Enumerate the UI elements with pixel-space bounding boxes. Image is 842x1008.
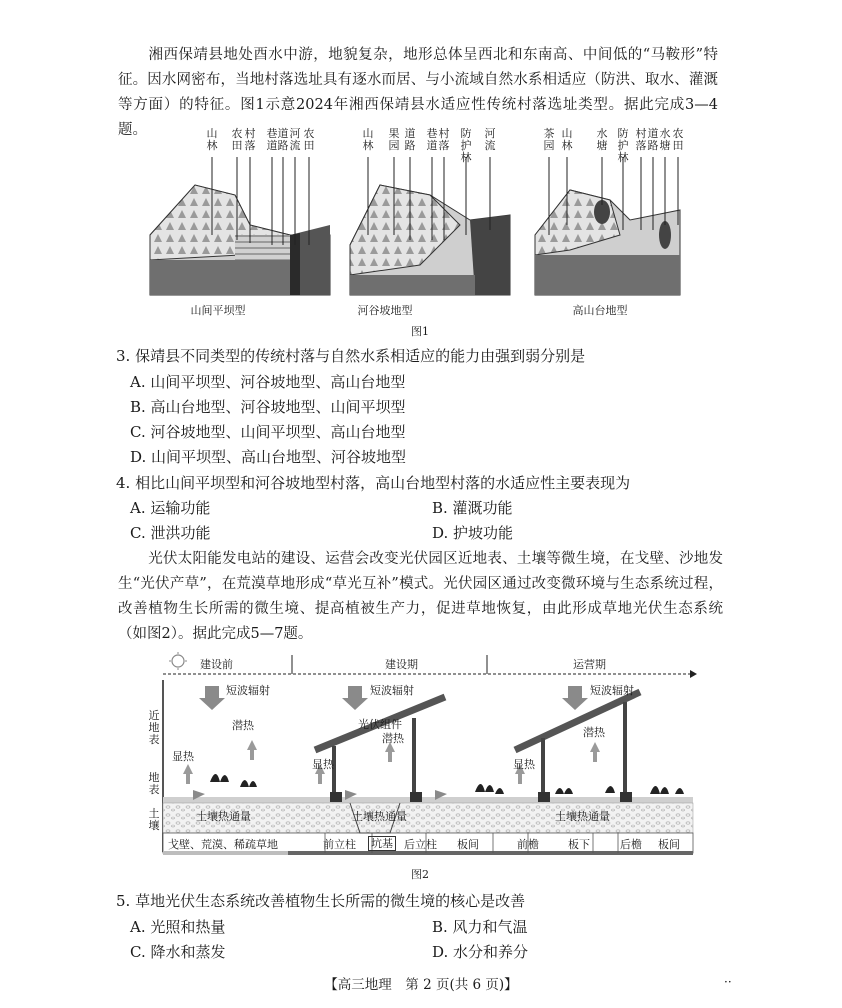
sun-icon — [169, 652, 187, 670]
intro-text: 湘西保靖县地处酉水中游，地貌复杂，地形总体呈西北和东南高、中间低的“马鞍形”特征。因水网密布，当地村落选址具有逐水而居、与小流域自然水系相适应（防洪、取水、灌溉等方面）的特征。图1示意2024年湘西保靖县水适应性传统村落选址类型。据此完成3—4题。 — [118, 47, 718, 138]
fig1-label: 村落 — [438, 127, 450, 152]
q3-option-c[interactable]: C. 河谷坡地型、山间平坝型、高山台地型 — [130, 423, 406, 441]
fig1-label: 道路 — [404, 127, 416, 152]
fig2-axis-surface: 地表 — [148, 771, 160, 796]
fig1-label: 河流 — [484, 127, 496, 152]
fig1-label: 山林 — [561, 127, 573, 152]
fig1-label: 村落 — [244, 127, 256, 152]
fig1-label: 水塘 — [596, 127, 608, 152]
fig2-soil-flux-before: 土壤热通量 — [196, 810, 251, 823]
fig1-panel3-name: 高山台地型 — [572, 304, 628, 317]
fig2-bottom-desert: 戈壁、荒漠、稀疏草地 — [168, 838, 278, 851]
q3-option-b[interactable]: B. 高山台地型、河谷坡地型、山间平坝型 — [130, 398, 406, 416]
fig1-label: 村落 — [635, 127, 647, 152]
fig2-soil-flux-operation: 土壤热通量 — [555, 810, 610, 823]
page-footer: 【高三地理 第 2 页(共 6 页)】 — [324, 977, 518, 993]
q5-option-c[interactable]: C. 降水和蒸发 — [130, 943, 226, 961]
fig2-pv-module: 光伏组件 — [358, 718, 402, 731]
fig1-label: 巷道 — [266, 127, 278, 152]
fig2-phase-before: 建设前 — [200, 658, 233, 671]
fig2-sensible-construction: 显热 — [312, 758, 334, 771]
fig2-soil-flux-construction: 土壤热通量 — [352, 810, 407, 823]
fig2-bottom-front-eave: 前檐 — [517, 838, 539, 851]
fig2-caption: 图2 — [411, 868, 429, 881]
shortwave-arrow-operation — [562, 686, 588, 710]
fig1-label: 农田 — [231, 127, 243, 152]
fig1-panel2-name: 河谷坡地型 — [357, 304, 413, 317]
fig1-label: 防护林 — [617, 127, 629, 164]
corner-mark: ·· — [724, 975, 732, 989]
intro2-paragraph — [118, 547, 723, 647]
fig1-panel-valley-flat — [150, 157, 330, 295]
fig2-bottom-between-2: 板间 — [658, 838, 680, 851]
q5-option-b[interactable]: B. 风力和气温 — [432, 918, 528, 936]
q4-option-c[interactable]: C. 泄洪功能 — [130, 524, 211, 542]
fig1-label: 水塘 — [659, 127, 671, 152]
fig1-label: 道路 — [277, 127, 289, 152]
q3-option-d[interactable]: D. 山间平坝型、高山台地型、河谷坡地型 — [130, 448, 407, 466]
fig2-bottom-front-column: 前立柱 — [323, 838, 356, 851]
fig1-label: 河流 — [289, 127, 301, 152]
fig2-sensible-operation: 显热 — [513, 758, 535, 771]
fig2-latent-operation: 潜热 — [583, 726, 605, 739]
fig2-phase-operation: 运营期 — [573, 658, 606, 671]
fig2-bottom-pit: 坑基 — [368, 836, 396, 851]
shortwave-arrow-before — [199, 686, 225, 710]
q5-option-d[interactable]: D. 水分和养分 — [432, 943, 529, 961]
fig2-latent-construction: 潜热 — [382, 732, 404, 745]
fig1-label: 巷道 — [426, 127, 438, 152]
figure-1 — [140, 125, 700, 320]
fig1-label: 果园 — [388, 127, 400, 152]
intro2-text: 光伏太阳能发电站的建设、运营会改变光伏园区近地表、土壤等微生境，在戈壁、沙地发生“光伏产草”，在荒漠草地形成“草光互补”模式。光伏园区通过改变微环境与生态系统过程，改善植物生长所需的微生境、提高植被生产力，促进草地恢复，由此形成草地光伏生态系统（如图2）。据此完成5—7题。 — [118, 551, 723, 642]
fig2-sensible-before: 显热 — [172, 750, 194, 763]
q3-stem: 3. 保靖县不同类型的传统村落与自然水系相适应的能力由强到弱分别是 — [116, 347, 586, 365]
fig2-bottom-under-panel: 板下 — [568, 838, 590, 851]
fig1-label: 农田 — [303, 127, 315, 152]
q4-option-b[interactable]: B. 灌溉功能 — [432, 499, 513, 517]
fig2-shortwave-construction: 短波辐射 — [370, 684, 414, 697]
fig2-bottom-between-1: 板间 — [457, 838, 479, 851]
shortwave-arrow-construction — [342, 686, 368, 710]
fig2-axis-soil: 土壤 — [148, 807, 160, 832]
q4-option-d[interactable]: D. 护坡功能 — [432, 524, 514, 542]
fig2-bottom-rear-eave: 后檐 — [620, 838, 642, 851]
fig2-shortwave-operation: 短波辐射 — [590, 684, 634, 697]
fig1-label: 茶园 — [543, 127, 555, 152]
fig2-phase-construction: 建设期 — [385, 658, 418, 671]
q4-stem: 4. 相比山间平坝型和河谷坡地型村落，高山台地型村落的水适应性主要表现为 — [116, 474, 631, 492]
fig1-panel1-name: 山间平坝型 — [190, 304, 246, 317]
fig1-label: 农田 — [672, 127, 684, 152]
fig1-label: 道路 — [647, 127, 659, 152]
fig1-panel-valley-slope — [350, 157, 510, 295]
fig1-label: 防护林 — [460, 127, 472, 164]
q4-option-a[interactable]: A. 运输功能 — [130, 499, 211, 517]
q5-option-a[interactable]: A. 光照和热量 — [130, 918, 226, 936]
fig2-latent-before: 潜热 — [232, 719, 254, 732]
q3-option-a[interactable]: A. 山间平坝型、河谷坡地型、高山台地型 — [130, 373, 406, 391]
fig1-label: 山林 — [362, 127, 374, 152]
fig2-bottom-rear-column: 后立柱 — [404, 838, 437, 851]
q5-stem: 5. 草地光伏生态系统改善植物生长所需的微生境的核心是改善 — [116, 892, 526, 910]
fig2-axis-near-surface: 近地表 — [148, 709, 160, 746]
fig2-shortwave-before: 短波辐射 — [226, 684, 270, 697]
fig1-panel-high-terrace — [535, 157, 680, 295]
fig1-label: 山林 — [206, 127, 218, 152]
fig1-caption: 图1 — [411, 325, 429, 338]
